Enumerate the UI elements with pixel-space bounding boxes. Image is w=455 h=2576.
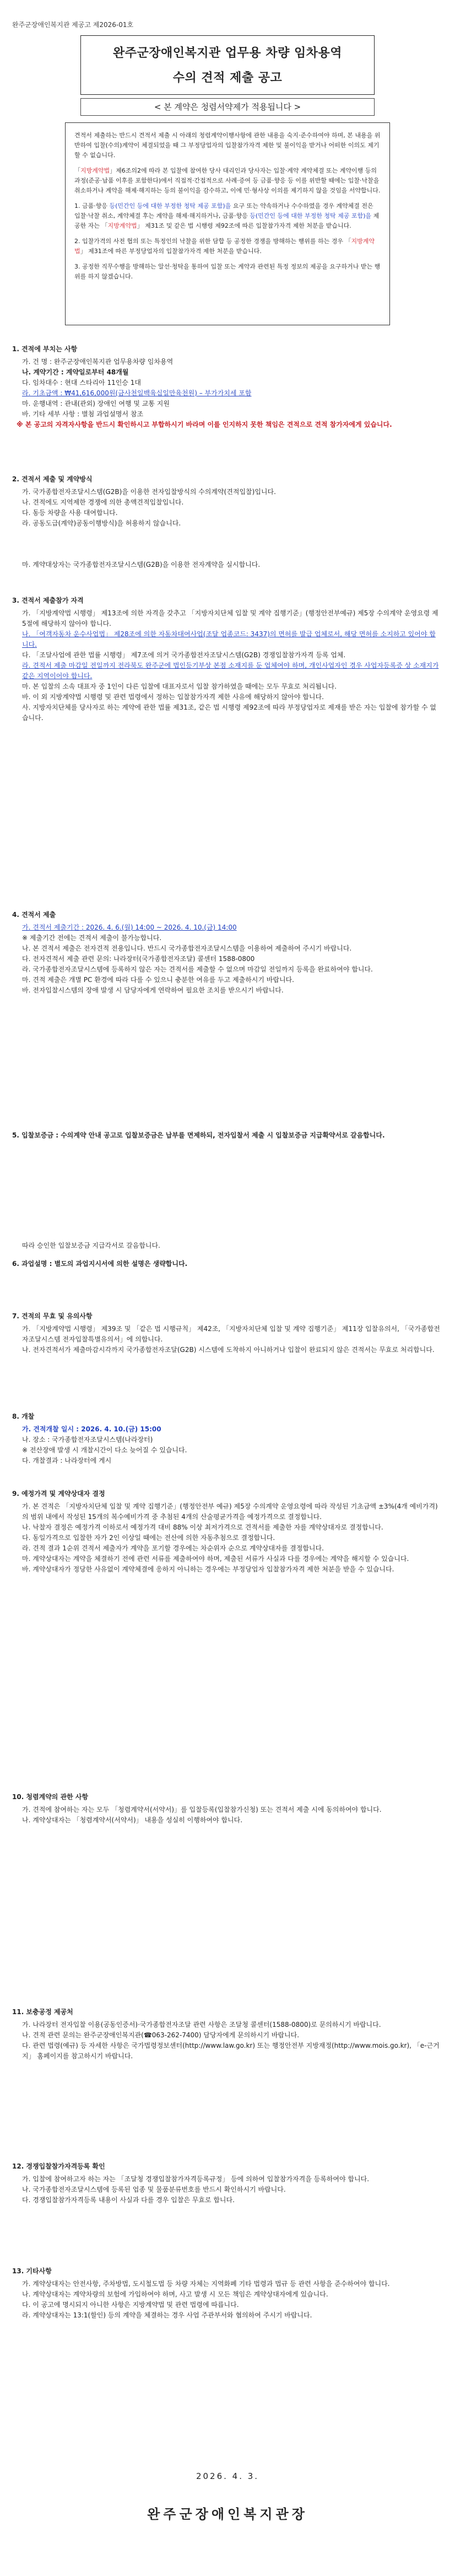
notice-item-1-law: 지방계약법 xyxy=(107,222,137,229)
quote-open: 「 xyxy=(74,167,80,174)
page-title: 완주군장애인복지관 업무용 차량 임차용역 xyxy=(112,46,342,60)
section-10 xyxy=(12,1792,442,1826)
section-13-heading: 13. 기타사항 xyxy=(12,2267,52,2275)
notice-item-2-a: 2. 입찰가격의 사전 협의 또는 특정인의 낙찰을 위한 담합 등 공정한 경쟁을 방해하는 행위를 하는 경우 「 xyxy=(74,238,351,245)
integrity-notice-bar: < 본 계약은 청렴서약제가 적용됩니다 > xyxy=(80,98,375,116)
section-3-heading: 3. 견적서 제출참가 자격 xyxy=(12,597,84,604)
section-11-heading: 11. 보충공정 제공처 xyxy=(12,2008,73,2016)
s3-row: 바. 이 외 지방계약법 시행령 및 관련 법령에서 정하는 입찰참가자격 제한 사유에 해당하지 않아야 합니다. xyxy=(22,693,324,701)
title-box xyxy=(80,35,375,95)
s11-row: 가. 나라장터 전자입찰 이용(공동인증서)·국가종합전자조달 관련 사항은 조달청 콜센터(1588-0800)로 문의하시기 바랍니다. xyxy=(22,2021,381,2028)
s13-row: 가. 계약상대자는 안전사항, 주차방법, 도시철도법 등 차량 자체는 지역화폐 기타 법령과 법규 등 관련 사항을 준수하여야 합니다. xyxy=(22,2280,390,2288)
s9-row: 나. 낙찰자 결정은 예정가격 이하로서 예정가격 대비 88% 이상 최저가격으로 견적서를 제출한 자를 계약상대자로 결정합니다. xyxy=(22,1523,383,1531)
s1-row: 마. 운행내역 : 관내(관외) 장애인 여행 및 교통 지원 xyxy=(22,400,170,407)
s2-row: 나. 견적에도 지역제한 경쟁에 의한 총액견적입찰입니다. xyxy=(22,498,184,506)
s4-row: 마. 견적 제출은 개별 PC 환경에 따라 다를 수 있으니 충분한 여유를 두고 제출하시기 바랍니다. xyxy=(22,976,294,984)
s8-row: 나. 장소 : 국가종합전자조달시스템(나라장터) xyxy=(22,1436,153,1443)
section-5 xyxy=(12,1130,442,1143)
s3-row: 마. 본 입찰의 소속 대표자 중 1인이 다른 입찰에 대표자로서 입찰 참가하였을 때에는 모두 무효로 처리됩니다. xyxy=(22,683,337,690)
section-3 xyxy=(12,595,442,723)
notice-law-name: 지방계약법 xyxy=(80,167,110,174)
s12-row: 나. 국가종합전자조달시스템에 등록된 업종 및 물품분류번호를 반드시 확인하시기 바랍니다. xyxy=(22,2186,286,2193)
section-5-heading: 5. 입찰보증금 : 수의계약 안내 공고로 입찰보증금은 납부를 면제하되, 전자입찰서 제출 시 입찰보증금 지급확약서로 갈음합니다. xyxy=(12,1131,385,1139)
s4-row: 나. 본 견적서 제출은 전자견적 전용입니다. 반드시 국가종합전자조달시스템을 이용하여 제출하여 주시기 바랍니다. xyxy=(22,944,352,952)
s13-row: 다. 이 공고에 명시되지 아니한 사항은 지방계약법 및 관련 법령에 따릅니다. xyxy=(22,2301,239,2309)
document-number: 완주군장애인복지관 제공고 제2026-01호 xyxy=(12,21,134,29)
s13-row: 라. 계약상대자는 13:1(할인) 등의 계약을 체결하는 경우 사업 주관부서와 협의하여 주시기 바랍니다. xyxy=(22,2311,312,2319)
s11-row: 다. 관련 법령(예규) 등 자세한 사항은 국가법령정보센터(http://www.law.go.kr) 또는 행정안전부 지방재정(http://www.mois.go.kr), 「e-근거지」 홈페이지를 참고하시기 바랍니다. xyxy=(22,2042,440,2060)
notice-item-2 xyxy=(74,237,381,256)
s3-row: 나. 「여객자동차 운수사업법」 제28조에 의한 자동차대여사업(조달 업종코드: 3437)의 면허를 발급 업체로서, 해당 면허를 소지하고 있어야 합니다. xyxy=(22,630,436,648)
s3-row: 다. 「조달사업에 관한 법률 시행령」 제7조에 의거 국가종합전자조달시스템(G2B) 경쟁입찰참가자격 등록 업체. xyxy=(22,651,346,659)
signature-organization: 완주군장애인복지관장 xyxy=(147,2507,308,2522)
section-7-heading: 7. 견적의 무효 및 유의사항 xyxy=(12,1312,93,1320)
s5-more: 따라 승인한 입찰보증금 지급각서로 갈음합니다. xyxy=(22,1242,160,1249)
notice-item-1-d: 」 제31조 및 같은 법 시행령 제92조에 따른 입찰참가자격 제한 처분을 받습니다. xyxy=(137,222,351,229)
section-1-heading: 1. 견적에 부치는 사항 xyxy=(12,345,78,353)
notice-paragraph-2-rest: 」제6조의2에 따라 본 입찰에 참여한 당사 대리인과 당사자는 입찰·계약 계약체결 또는 계약이행 등의 과정(준공·납품 이후를 포함한다)에서 직접적·간접적으로 사례·증여 등 금품·향응 등 이를 위반할 때에는 입찰·낙찰을 취소하거나 계약을 해제·해지하는 등의 불이익을 감수하고, 이에 민·형사상 이의를 제기하지 않을 것임을 서약합니다. xyxy=(74,167,381,194)
section-2 xyxy=(12,474,442,570)
s9-row: 라. 견적 결과 1순위 견적서 제출자가 계약을 포기할 경우에는 차순위자 순으로 계약상대자를 결정합니다. xyxy=(22,1544,324,1552)
s8-row: 다. 개찰결과 : 나라장터에 게시 xyxy=(22,1457,112,1464)
s3-row: 라. 견적서 제출 마감일 전일까지 전라북도 완주군에 법인등기부상 본점 소재지를 둔 업체여야 하며, 개인사업자인 경우 사업자등록증 상 소재지가 같은 지역이어야 합니다. xyxy=(22,662,439,680)
section-8-heading: 8. 개찰 xyxy=(12,1413,35,1420)
section-4-heading: 4. 견적서 제출 xyxy=(12,911,56,919)
section-11 xyxy=(12,2007,442,2062)
s9-row: 마. 계약상대자는 계약을 체결하기 전에 관련 서류를 제출하여야 하며, 제출된 서류가 사실과 다를 경우에는 계약을 해지할 수 있습니다. xyxy=(22,1555,409,1563)
s9-row: 다. 동일가격으로 입찰한 자가 2인 이상일 때에는 전산에 의한 자동추첨으로 결정합니다. xyxy=(22,1534,275,1542)
section-10-heading: 10. 청렴계약의 관한 사항 xyxy=(12,1793,89,1801)
section-2-heading: 2. 견적서 제출 및 계약방식 xyxy=(12,475,93,483)
section-12-heading: 12. 경쟁입찰참가자격등록 확인 xyxy=(12,2162,105,2170)
page-subtitle: 수의 견적 제출 공고 xyxy=(172,71,283,85)
notice-item-1-highlight: 등(민간인 등에 대한 부정한 청탁 제공 포함)을 xyxy=(109,202,231,210)
section-8 xyxy=(12,1412,442,1466)
s12-row: 가. 입찰에 참여하고자 하는 자는 「조달청 경쟁입찰참가자격등록규정」 등에 의하여 입찰참가자격을 등록하여야 합니다. xyxy=(22,2175,370,2183)
integrity-notice-box xyxy=(65,122,390,325)
section-4 xyxy=(12,910,442,996)
s13-row: 나. 계약상대자는 계약차량의 보험에 가입하여야 하며, 사고 발생 시 모든 책임은 계약상대자에게 있습니다. xyxy=(22,2290,328,2298)
notice-item-1 xyxy=(74,201,381,231)
s2-row: 가. 국가종합전자조달시스템(G2B)을 이용한 전자입찰방식의 수의계약(견적입찰)입니다. xyxy=(22,488,276,496)
s1-row: 가. 건 명 : 완주군장애인복지관 업무용차량 임차용역 xyxy=(22,358,174,366)
section-13 xyxy=(12,2266,442,2321)
s2-row: 라. 공동도급(계약)공동이행방식)을 허용하지 않습니다. xyxy=(22,519,181,527)
s10-row: 가. 견적에 참여하는 자는 모두 「청렴계약서(서약서)」를 입찰등록(입찰참가신청) 또는 견적서 제출 시에 동의하여야 합니다. xyxy=(22,1806,382,1813)
s1-row: 다. 임차대수 : 현대 스타리아 11인승 1대 xyxy=(22,379,141,387)
s10-row: 나. 계약상대자는 「청렴계약서(서약서)」 내용을 성실히 이행하여야 합니다. xyxy=(22,1816,243,1824)
s2-note: 마. 계약대상자는 국가종합전자조달시스템(G2B)을 이용한 전자계약을 실시합니다. xyxy=(22,561,261,568)
s3-row: 사. 지방자치단체를 당사자로 하는 계약에 관한 법률 제31조, 같은 법 시행령 제92조에 따라 부정당업자로 제재를 받은 자는 입찰에 참가할 수 없습니다. xyxy=(22,704,437,722)
s3-row: 가. 「지방계약법 시행령」 제13조에 의한 자격을 갖추고 「지방자치단체 입찰 및 계약 집행기준」(행정안전부예규) 제5장 수의계약 운영요령 제5절에 해당하지 않아야 합니다. xyxy=(22,609,438,627)
s2-row: 다. 동등 차량을 사용 대여합니다. xyxy=(22,509,118,517)
s8-row: 가. 견적개찰 일시 : 2026. 4. 10.(금) 15:00 xyxy=(22,1425,161,1433)
notice-item-1-highlight-2: 등(민간인 등에 대한 부정한 청탁 제공 포함)을 xyxy=(250,212,372,219)
s7-row: 가. 「지방계약법 시행령」 제39조 및 「같은 법 시행규칙」 제42조, 「지방자치단체 입찰 및 계약 집행기준」 제11장 입찰유의서, 「국가종합전자조달시스템 전자입찰특별유의서」에 의합니다. xyxy=(22,1325,440,1343)
s4-row: 바. 전자입찰시스템의 장애 발생 시 담당자에게 연락하여 필요한 조치를 받으시기 바랍니다. xyxy=(22,986,284,994)
s9-row: 가. 본 견적은 「지방자치단체 입찰 및 계약 집행기준」(행정안전부 예규) 제5장 수의계약 운영요령에 따라 작성된 기초금액 ±3%(4개 예비가격)의 범위 내에서 작성된 15개의 복수예비가격 중 추첨된 4개의 산술평균가격을 예정가격으로 결정합니다. xyxy=(22,1502,438,1521)
notice-item-2-b: 」 제31조에 따른 부정당업자의 입찰참가자격 제한 처분을 받습니다. xyxy=(80,248,262,255)
notice-item-3: 3. 공정한 직무수행을 방해하는 알선·청탁을 통하여 입찰 또는 계약과 관련된 특정 정보의 제공을 요구하거나 받는 행위를 하지 않겠습니다. xyxy=(74,263,381,280)
s1-row: 바. 기타 세부 사항 : 별첨 과업설명서 참조 xyxy=(22,410,144,418)
signature-date: 2026. 4. 3. xyxy=(196,2471,259,2481)
s1-row: 나. 계약기간 : 계약일로부터 48개월 xyxy=(22,368,129,376)
section-5-cont xyxy=(12,1241,442,1271)
s12-row: 다. 경쟁입찰참가자격등록 내용이 사실과 다를 경우 입찰은 무효로 합니다. xyxy=(22,2196,235,2204)
notice-paragraph-1: 견적서 제출하는 반드시 견적서 제출 시 아래의 청렴계약이행사항에 관한 내용을 숙지·준수하여야 하며, 본 내용을 위반하여 입찰(수의)계약이 체결되었을 때 그 부정당업자의 입찰참가자격 제한 및 불이익을 받거나 어떠한 이의도 제기할 수 없습니다. xyxy=(74,132,381,159)
notice-item-1-c: 제공한 자는 「 xyxy=(74,212,380,229)
s8-row: ※ 전산장애 발생 시 개찰시간이 다소 늦어질 수 있습니다. xyxy=(22,1446,187,1454)
section-6-heading: 6. 과업설명 : 별도의 과업지시서에 의한 설명은 생략합니다. xyxy=(12,1260,188,1268)
section-7 xyxy=(12,1311,442,1355)
notice-item-2-law: 지방계약법 xyxy=(74,238,375,255)
s4-row: ※ 제출기간 전에는 견적서 제출이 불가능합니다. xyxy=(22,934,162,942)
s1-warning: ※ 본 공고의 자격자사항을 반드시 확인하시고 부합하시기 바라며 이를 인지하지 못한 책임은 견적으로 견적 참가자에게 있습니다. xyxy=(17,421,392,428)
notice-item-1-a: 1. 금품·향응 xyxy=(74,202,110,210)
notice-item-1-b: 요구 또는 약속하거나 수수하였을 경우 계약체결 전은 입찰·낙찰 취소, 계약체결 후는 계약을 해제·해지하거나, 금품·향응 xyxy=(74,202,373,219)
notice-paragraph-2 xyxy=(74,166,381,196)
s4-row: 다. 전자견적서 제출 관련 문의: 나라장터(국가종합전자조달) 콜센터 1588-0800 xyxy=(22,955,255,963)
s11-row: 나. 견적 관련 문의는 완주군장애인복지관(☎063-262-7400) 담당자에게 문의하시기 바랍니다. xyxy=(22,2031,300,2039)
s1-row: 라. 기초금액 : ₩41,616,000원(금사천일백육십일만육천원) – 부가가치세 포함 xyxy=(22,389,252,397)
section-1 xyxy=(12,344,442,430)
s7-row: 나. 전자견적서가 제출마감시각까지 국가종합전자조달(G2B) 시스템에 도착하지 아니하거나 입찰이 완료되지 않은 견적서는 무효로 처리합니다. xyxy=(22,1346,435,1354)
section-12 xyxy=(12,2161,442,2205)
section-9 xyxy=(12,1489,442,1575)
s4-row: 가. 견적서 제출기간 : 2026. 4. 6.(월) 14:00 ~ 2026. 4. 10.(금) 14:00 xyxy=(22,924,237,931)
s4-row: 라. 국가종합전자조달시스템에 등록하지 않은 자는 견적서를 제출할 수 없으며 마감일 전일까지 등록을 완료하여야 합니다. xyxy=(22,965,373,973)
section-9-heading: 9. 예정가격 및 계약상대자 결정 xyxy=(12,1490,105,1498)
s9-row: 바. 계약상대자가 정당한 사유없이 계약체결에 응하지 아니하는 경우에는 부정당업자 입찰참가자격 제한 처분을 받을 수 있습니다. xyxy=(22,1565,394,1573)
